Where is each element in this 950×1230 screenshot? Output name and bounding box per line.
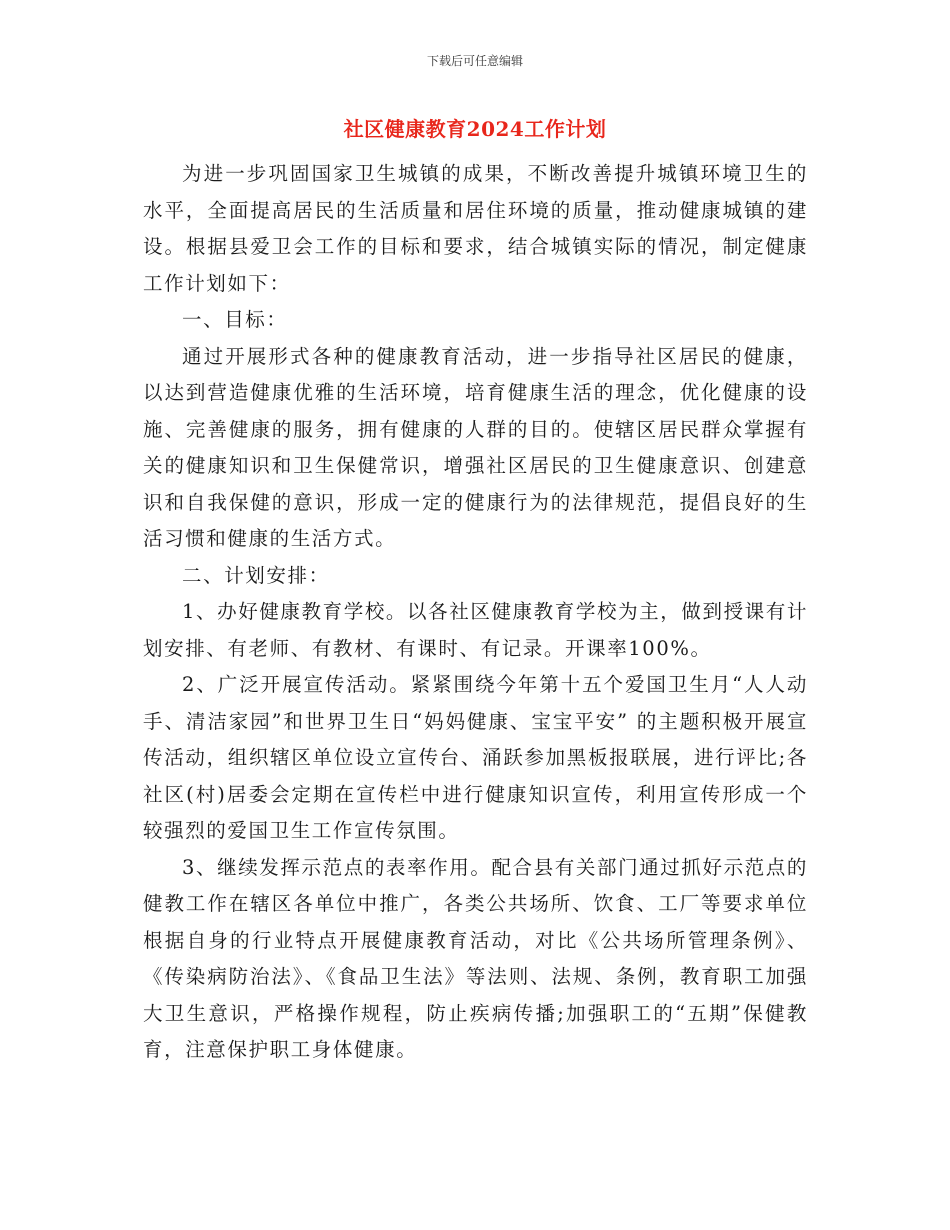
header-note: 下载后可任意编辑 [426, 54, 523, 68]
document-title: 社区健康教育2024工作计划 [343, 117, 607, 141]
plan-item-1: 1、办好健康教育学校。以各社区健康教育学校为主，做到授课有计划安排、有老师、有教材、有课时、有记录。开课率100%。 [143, 600, 808, 660]
plan-item-3: 3、继续发挥示范点的表率作用。配合县有关部门通过抓好示范点的健教工作在辖区各单位中推广，各类公共场所、饮食、工厂等要求单位根据自身的行业特点开展健康教育活动，对比《公共场所管理条例》、《传染病防治法》、《食品卫生法》等法则、法规、条例，教育职工加强大卫生意识，严格操作规程，防止疾病传播;加强职工的“五期”保健教育，注意保护职工身体健康。 [143, 855, 808, 1061]
section-heading-plan: 二、计划安排： [182, 563, 330, 587]
document-body [143, 156, 808, 1069]
plan-item-2: 2、广泛开展宣传活动。紧紧围绕今年第十五个爱国卫生月“人人动手、清洁家园”和世界卫生日“妈妈健康、宝宝平安” 的主题积极开展宣传活动，组织辖区单位设立宣传台、涌跃参加黑板报联展，进行评比;各社区(村)居委会定期在宣传栏中进行健康知识宣传，利用宣传形成一个较强烈的爱国卫生工作宣传氛围。 [143, 673, 808, 842]
intro-paragraph: 为进一步巩固国家卫生城镇的成果，不断改善提升城镇环境卫生的水平，全面提高居民的生活质量和居住环境的质量，推动健康城镇的建设。根据县爱卫会工作的目标和要求，结合城镇实际的情况，制定健康工作计划如下： [143, 162, 808, 295]
goals-paragraph: 通过开展形式各种的健康教育活动，进一步指导社区居民的健康，以达到营造健康优雅的生活环境，培育健康生活的理念，优化健康的设施、完善健康的服务，拥有健康的人群的目的。使辖区居民群众掌握有关的健康知识和卫生保健常识，增强社区居民的卫生健康意识、创建意识和自我保健的意识，形成一定的健康行为的法律规范，提倡良好的生活习惯和健康的生活方式。 [143, 344, 808, 550]
section-heading-goals: 一、目标： [182, 308, 288, 331]
